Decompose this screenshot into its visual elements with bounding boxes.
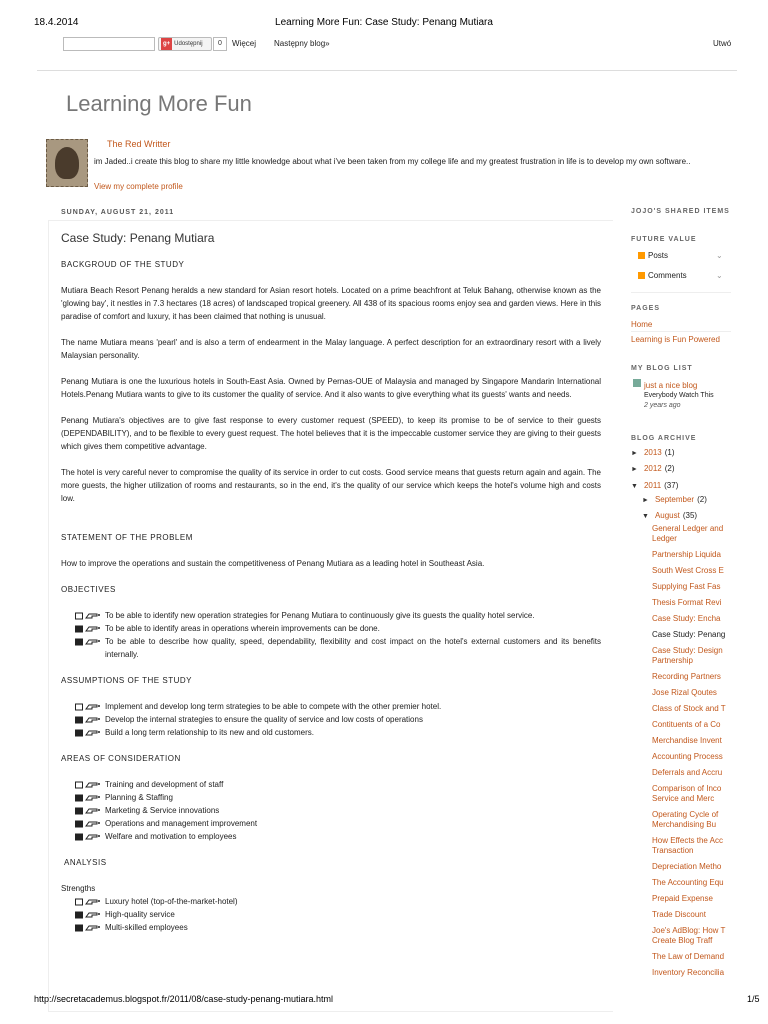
archive-post-link[interactable]: Inventory Reconcilia [652, 968, 725, 977]
rss-icon [638, 252, 645, 259]
header-divider [37, 70, 737, 71]
pointing-hand-icon [75, 729, 101, 737]
comments-label: Comments [648, 271, 687, 280]
print-date: 18.4.2014 [34, 17, 79, 28]
archive-post-link[interactable]: Prepaid Expense [652, 894, 713, 903]
list-item-text: Luxury hotel (top-of-the-market-hotel) [105, 897, 238, 906]
blog-list-link[interactable]: just a nice blog [644, 381, 698, 390]
collapsed-arrow-icon[interactable]: ► [642, 497, 649, 504]
future-value-heading: FUTURE VALUE [631, 236, 697, 243]
archive-post-link[interactable]: Deferrals and Accru [652, 768, 723, 777]
list-item [61, 804, 601, 817]
footer-url: http://secretacademus.blogspot.fr/2011/08/case-study-penang-mutiara.html [34, 994, 333, 1004]
view-profile-link[interactable]: View my complete profile [94, 182, 183, 191]
problem-heading: STATEMENT OF THE PROBLEM [61, 533, 193, 542]
archive-post-link[interactable]: Comparison of Inco Service and Merc [652, 784, 722, 803]
archive-post-link[interactable]: Recording Partners [652, 672, 721, 681]
assumptions-heading: ASSUMPTIONS OF THE STUDY [61, 676, 192, 685]
share-count: 0 [213, 37, 227, 51]
pointing-hand-icon [75, 794, 101, 802]
shared-items-heading: JOJO'S SHARED ITEMS [631, 208, 730, 215]
profile-description: im Jaded..i create this blog to share my little knowledge about what i've been taken from my college life and my greatest frustration in life is to develop my own software.. [94, 157, 691, 166]
list-item-text: Implement and develop long term strategies to be able to compete with the other premier hotel. [105, 702, 442, 711]
archive-post-link[interactable]: The Law of Demand [652, 952, 725, 961]
more-link[interactable]: Więcej [232, 39, 257, 48]
problem-text: How to improve the operations and sustain the competitiveness of Penang Mutiara as a leading hotel in Southeast Asia. [61, 559, 485, 568]
archive-year-link[interactable]: 2011 [643, 481, 662, 490]
list-item-text: To be able to identify areas in operations wherein improvements can be done. [105, 624, 380, 633]
list-item [61, 908, 601, 921]
blog-favicon-icon [633, 379, 641, 387]
archive-month-link[interactable]: September [654, 495, 695, 504]
sidebar-divider [631, 292, 731, 293]
sidebar-divider [631, 331, 731, 332]
objectives-list [61, 609, 601, 661]
archive-year-link[interactable]: 2012 [643, 464, 662, 473]
profile-name-link[interactable]: The Red Writter [107, 139, 171, 149]
posts-label: Posts [648, 251, 669, 260]
chevron-down-icon: ⌄ [716, 271, 723, 280]
blog-list-age: 2 years ago [644, 402, 681, 409]
list-item-text: Marketing & Service innovations [105, 806, 220, 815]
archive-post-link[interactable]: Joe's AdBlog: How T Create Blog Traff [652, 926, 726, 945]
archive-count: (2) [697, 495, 707, 504]
list-item-text: High-quality service [105, 910, 175, 919]
archive-year-2013[interactable] [631, 448, 675, 457]
pointing-hand-icon [75, 898, 101, 906]
objectives-heading: OBJECTIVES [61, 585, 116, 594]
pointing-hand-icon [75, 703, 101, 711]
archive-post-link[interactable]: How Effects the Acc Transaction [652, 836, 723, 855]
blog-list-subtitle[interactable]: Everybody Watch This [644, 392, 714, 399]
rss-icon [638, 272, 645, 279]
archive-year-2012[interactable] [631, 464, 675, 473]
paragraph: The name Mutiara means 'pearl' and is also a term of endearment in the Malay language. A perfect description for an extraordinary resort with a lively Malaysian personality. [61, 338, 601, 360]
pointing-hand-icon [75, 612, 101, 620]
post-title[interactable]: Case Study: Penang Mutiara [61, 231, 215, 245]
archive-post-link[interactable]: Merchandise Invent [652, 736, 722, 745]
list-item [61, 622, 601, 635]
collapsed-arrow-icon[interactable]: ► [631, 466, 638, 473]
archive-year-2011[interactable] [631, 481, 678, 490]
pointing-hand-icon [75, 625, 101, 633]
archive-heading: BLOG ARCHIVE [631, 435, 697, 442]
list-item-text: Operations and management improvement [105, 819, 258, 828]
archive-count: (37) [664, 481, 679, 490]
collapsed-arrow-icon[interactable]: ► [631, 450, 638, 457]
archive-month-link[interactable]: August [654, 511, 680, 520]
share-label: Udostępnij [174, 41, 203, 47]
pointing-hand-icon [75, 911, 101, 919]
list-item [61, 700, 601, 713]
list-item [61, 895, 601, 908]
pointing-hand-icon [75, 781, 101, 789]
pages-heading: PAGES [631, 305, 660, 312]
list-item [61, 609, 601, 622]
posts-feed-link[interactable] [638, 251, 723, 260]
footer-page-number: 1/5 [747, 994, 760, 1004]
list-item [61, 726, 601, 739]
archive-count: (35) [682, 511, 698, 520]
list-item [61, 778, 601, 791]
list-item-text: Build a long term relationship to its new and old customers. [105, 728, 314, 737]
list-item-text: To be able to identify new operation strategies for Penang Mutiara to continuously give its guests the quality hotel service. [105, 611, 535, 620]
archive-year-link[interactable]: 2013 [643, 448, 662, 457]
areas-list [61, 778, 601, 843]
page-link-home[interactable]: Home [631, 320, 653, 329]
archive-post-link[interactable]: Case Study: Encha [652, 614, 721, 623]
archive-post-link[interactable]: General Ledger and Ledger [652, 524, 724, 543]
list-item [61, 830, 601, 843]
strengths-heading: Strengths [61, 884, 96, 893]
print-page-title: Learning More Fun: Case Study: Penang Mutiara [275, 17, 493, 28]
archive-post-link[interactable]: Supplying Fast Fas [652, 582, 721, 591]
comments-feed-link[interactable] [638, 271, 723, 280]
pointing-hand-icon [75, 638, 101, 646]
archive-post-link[interactable]: Depreciation Metho [652, 862, 722, 871]
analysis-heading: ANALYSIS [64, 858, 107, 867]
chevron-down-icon: ⌄ [716, 251, 723, 260]
google-plus-icon: g+ [161, 38, 172, 50]
archive-post-link[interactable]: Jose Rizal Qoutes [652, 688, 717, 697]
post-date: SUNDAY, AUGUST 21, 2011 [61, 209, 175, 216]
list-item-text: Multi-skilled employees [105, 923, 188, 932]
assumptions-list [61, 700, 601, 739]
archive-month[interactable] [642, 511, 697, 520]
list-item [61, 921, 601, 934]
share-button[interactable] [158, 37, 212, 51]
paragraph: Mutiara Beach Resort Penang heralds a new standard for Asian resort hotels. Located on a prime beachfront at Teluk Bahang, otherwise known as the 'glowing bay', it nestles in 7.3 hectares (18 acres) of landscaped tropical greenery. All 438 of its spacious rooms enjoy sea and garden views. Here in this paradise of comfort and luxury, it has been claimed that nothing is unusual. [61, 286, 601, 321]
create-blog-link[interactable]: Utwó [713, 39, 732, 48]
archive-post-link[interactable]: Case Study: Design Partnership [652, 646, 723, 665]
blog-list-heading: MY BLOG LIST [631, 365, 693, 372]
archive-post-link[interactable]: Trade Discount [652, 910, 706, 919]
pointing-hand-icon [75, 807, 101, 815]
archive-post-link[interactable]: Case Study: Penang [652, 630, 726, 639]
archive-post-link[interactable]: Operating Cycle of Merchandising Bu [652, 810, 719, 829]
list-item [61, 817, 601, 830]
paragraph: The hotel is very careful never to compromise the quality of its service in order to cut costs. Good service means that guests return again and again. The more guests, the higher utilization of rooms and restaurants, so in the end, it's the quality of our service which keeps the hotel's volume high and costs low. [61, 468, 601, 503]
navbar-search-input[interactable] [63, 37, 155, 51]
list-item-text: Welfare and motivation to employees [105, 832, 237, 841]
pointing-hand-icon [75, 833, 101, 841]
pointing-hand-icon [75, 820, 101, 828]
pointing-hand-icon [75, 924, 101, 932]
list-item [61, 635, 601, 661]
archive-count: (1) [664, 448, 675, 457]
paragraph: Penang Mutiara is one the luxurious hotels in South-East Asia. Owned by Pernas-OUE of Malaysia and managed by Singapore Mandarin International Hotels.Penang Mutiara wants to give to its customer the quality of service. And it also wants to give everything what its guests' wants and needs. [61, 377, 601, 399]
list-item-text: Training and development of staff [105, 780, 224, 789]
post-body [61, 258, 601, 934]
pointing-hand-icon [75, 716, 101, 724]
paragraph: Penang Mutiara's objectives are to give fast response to every customer request (SPEED), to keep its promise to be of service to their guests (DEPENDABILITY), and to be flexible to every guest request. The hotel believes that it is the impeccable customer service they are giving to their guests which gives them competitive advantage. [61, 416, 601, 451]
archive-post-link[interactable]: South West Cross E [652, 566, 724, 575]
page-link-learning[interactable]: Learning is Fun Powered [631, 335, 720, 344]
list-item-text: Develop the internal strategies to ensure the quality of service and low costs of operations [105, 715, 423, 724]
expanded-arrow-icon[interactable]: ▼ [631, 483, 638, 490]
archive-post-link[interactable]: Class of Stock and T [652, 704, 726, 713]
list-item-text: Planning & Staffing [105, 793, 173, 802]
next-blog-link[interactable]: Następny blog» [274, 39, 330, 48]
archive-post-link[interactable]: Thesis Format Revi [652, 598, 722, 607]
avatar [46, 139, 88, 187]
archive-post-link[interactable]: Accounting Process [652, 752, 723, 761]
expanded-arrow-icon[interactable]: ▼ [642, 513, 649, 520]
archive-count: (2) [664, 464, 675, 473]
strengths-list [61, 895, 601, 934]
list-item-text: To be able to describe how quality, speed, dependability, flexibility and cost impact on the hotel's external customers and its benefits internally. [105, 637, 601, 659]
archive-post-link[interactable]: Contituents of a Co [652, 720, 721, 729]
areas-heading: AREAS OF CONSIDERATION [61, 754, 181, 763]
background-heading: BACKGROUD OF THE STUDY [61, 260, 185, 269]
archive-month[interactable] [642, 495, 707, 504]
archive-post-link[interactable]: The Accounting Equ [652, 878, 724, 887]
blog-title[interactable]: Learning More Fun [66, 91, 252, 116]
list-item [61, 713, 601, 726]
list-item [61, 791, 601, 804]
archive-post-link[interactable]: Partnership Liquida [652, 550, 721, 559]
